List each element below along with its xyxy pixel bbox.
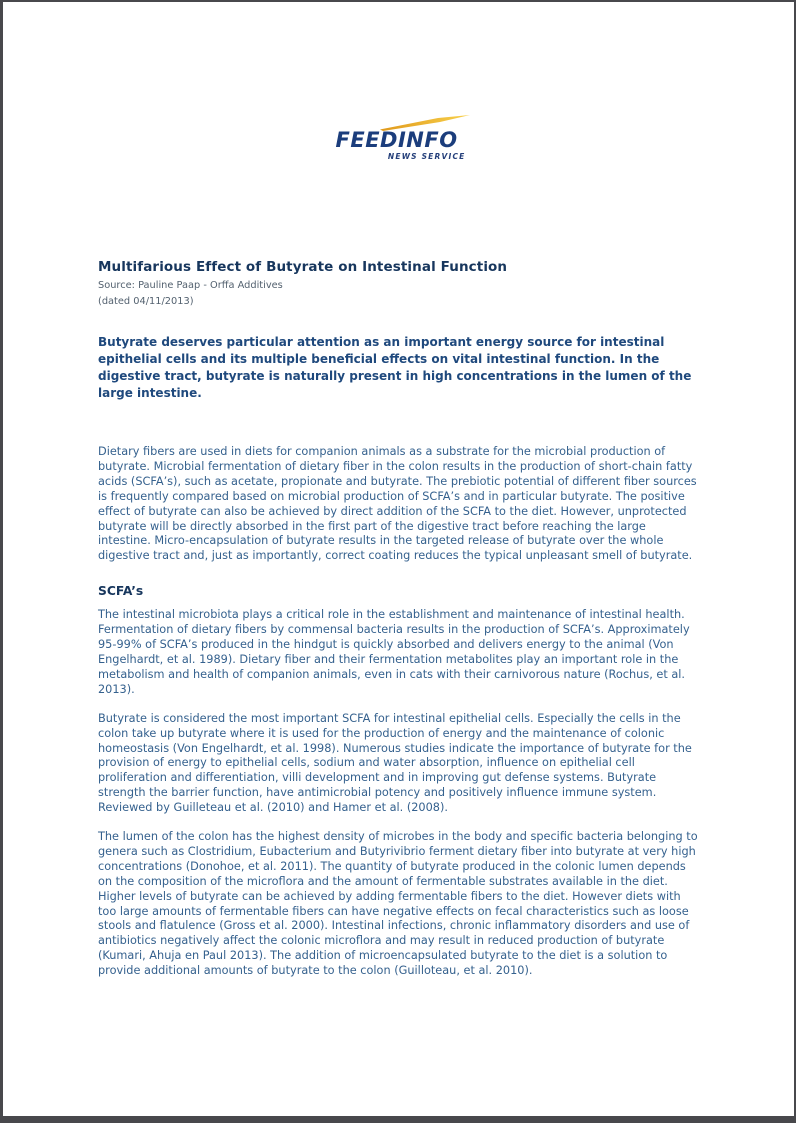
logo-wordmark — [336, 129, 458, 151]
logo-text-feed: FEED — [335, 128, 398, 152]
section-paragraph-3: The lumen of the colon has the highest density of microbes in the body and specific bacteria belonging to genera such as Clostridium, Eubacterium and Butyrivibrio ferment dietary fiber into butyrate at very high concentrations (Donohoe, et al. 2011). The quantity of butyrate produced in the colonic lumen depends on the composition of the microflora and the amount of fermentable substrates available in the diet. Higher levels of butyrate can be achieved by adding fermentable fibers to the diet. However diets with too large amounts of fermentable fibers can have negative effects on fecal characteristics such as loose stools and flatulence (Gross et al. 2000). Intestinal infections, chronic inflammatory disorders and use of antibiotics negatively affect the colonic microflora and may result in reduced production of butyrate (Kumari, Ahuja en Paul 2013). The addition of microencapsulated butyrate to the diet is a solution to provide additional amounts of butyrate to the colon (Guilloteau, et al. 2010). — [98, 830, 698, 978]
section-paragraph-1: The intestinal microbiota plays a critical role in the establishment and maintenance of intestinal health. Fermentation of dietary fibers by commensal bacteria results in the production of SCFA’s. Approximately 95-99% of SCFA’s produced in the hindgut is quickly absorbed and delivers energy to the animal (Von Engelhardt, et al. 1989). Dietary fiber and their fermentation metabolites play an important role in the metabolism and health of companion animals, even in cats with their carnivorous nature (Rochus, et al. 2013). — [98, 608, 690, 696]
article-source-line: Source: Pauline Paap - Orffa Additives — [98, 280, 283, 291]
section-heading-scfas: SCFA’s — [98, 584, 144, 599]
logo-tagline: NEWS SERVICE — [387, 152, 466, 161]
document-page — [3, 2, 794, 1116]
section-paragraph-2: Butyrate is considered the most important SCFA for intestinal epithelial cells. Especially the cells in the colon take up butyrate where it is used for the production of energy and the maintenance of colonic homeostasis (Von Engelhardt, et al. 1998). Numerous studies indicate the importance of butyrate for the provision of energy to epithelial cells, sodium and water absorption, influence on epithelial cell proliferation and differentiation, villi development and in improving gut defense systems. Butyrate strength the barrier function, have antimicrobial potency and positively influence immune system. Reviewed by Guilleteau et al. (2010) and Hamer et al. (2008). — [98, 711, 692, 815]
article-title: Multifarious Effect of Butyrate on Intestinal Function — [98, 259, 508, 275]
logo-text-info: INFO — [397, 128, 458, 152]
intro-paragraph: Dietary fibers are used in diets for companion animals as a substrate for the microbial production of butyrate. Microbial fermentation of dietary fiber in the colon results in the production of short-chain fatty acids (SCFA’s), such as acetate, propionate and butyrate. The prebiotic potential of different fiber sources is frequently compared based on microbial production of SCFA’s and in particular butyrate. The positive effect of butyrate can also be achieved by direct addition of the SCFA to the diet. However, unprotected butyrate will be directly absorbed in the first part of the digestive tract before reaching the large intestine. Micro-encapsulation of butyrate results in the targeted release of butyrate over the whole digestive tract and, just as importantly, correct coating reduces the typical unpleasant smell of butyrate. — [98, 445, 697, 563]
article-content — [98, 259, 698, 979]
feedinfo-logo — [335, 115, 466, 167]
lead-paragraph: Butyrate deserves particular attention as an important energy source for intestinal epithelial cells and its multiple beneficial effects on vital intestinal function. In the digestive tract, butyrate is naturally present in high concentrations in the lumen of the large intestine. — [98, 335, 692, 400]
article-date-line: (dated 04/11/2013) — [98, 296, 194, 307]
